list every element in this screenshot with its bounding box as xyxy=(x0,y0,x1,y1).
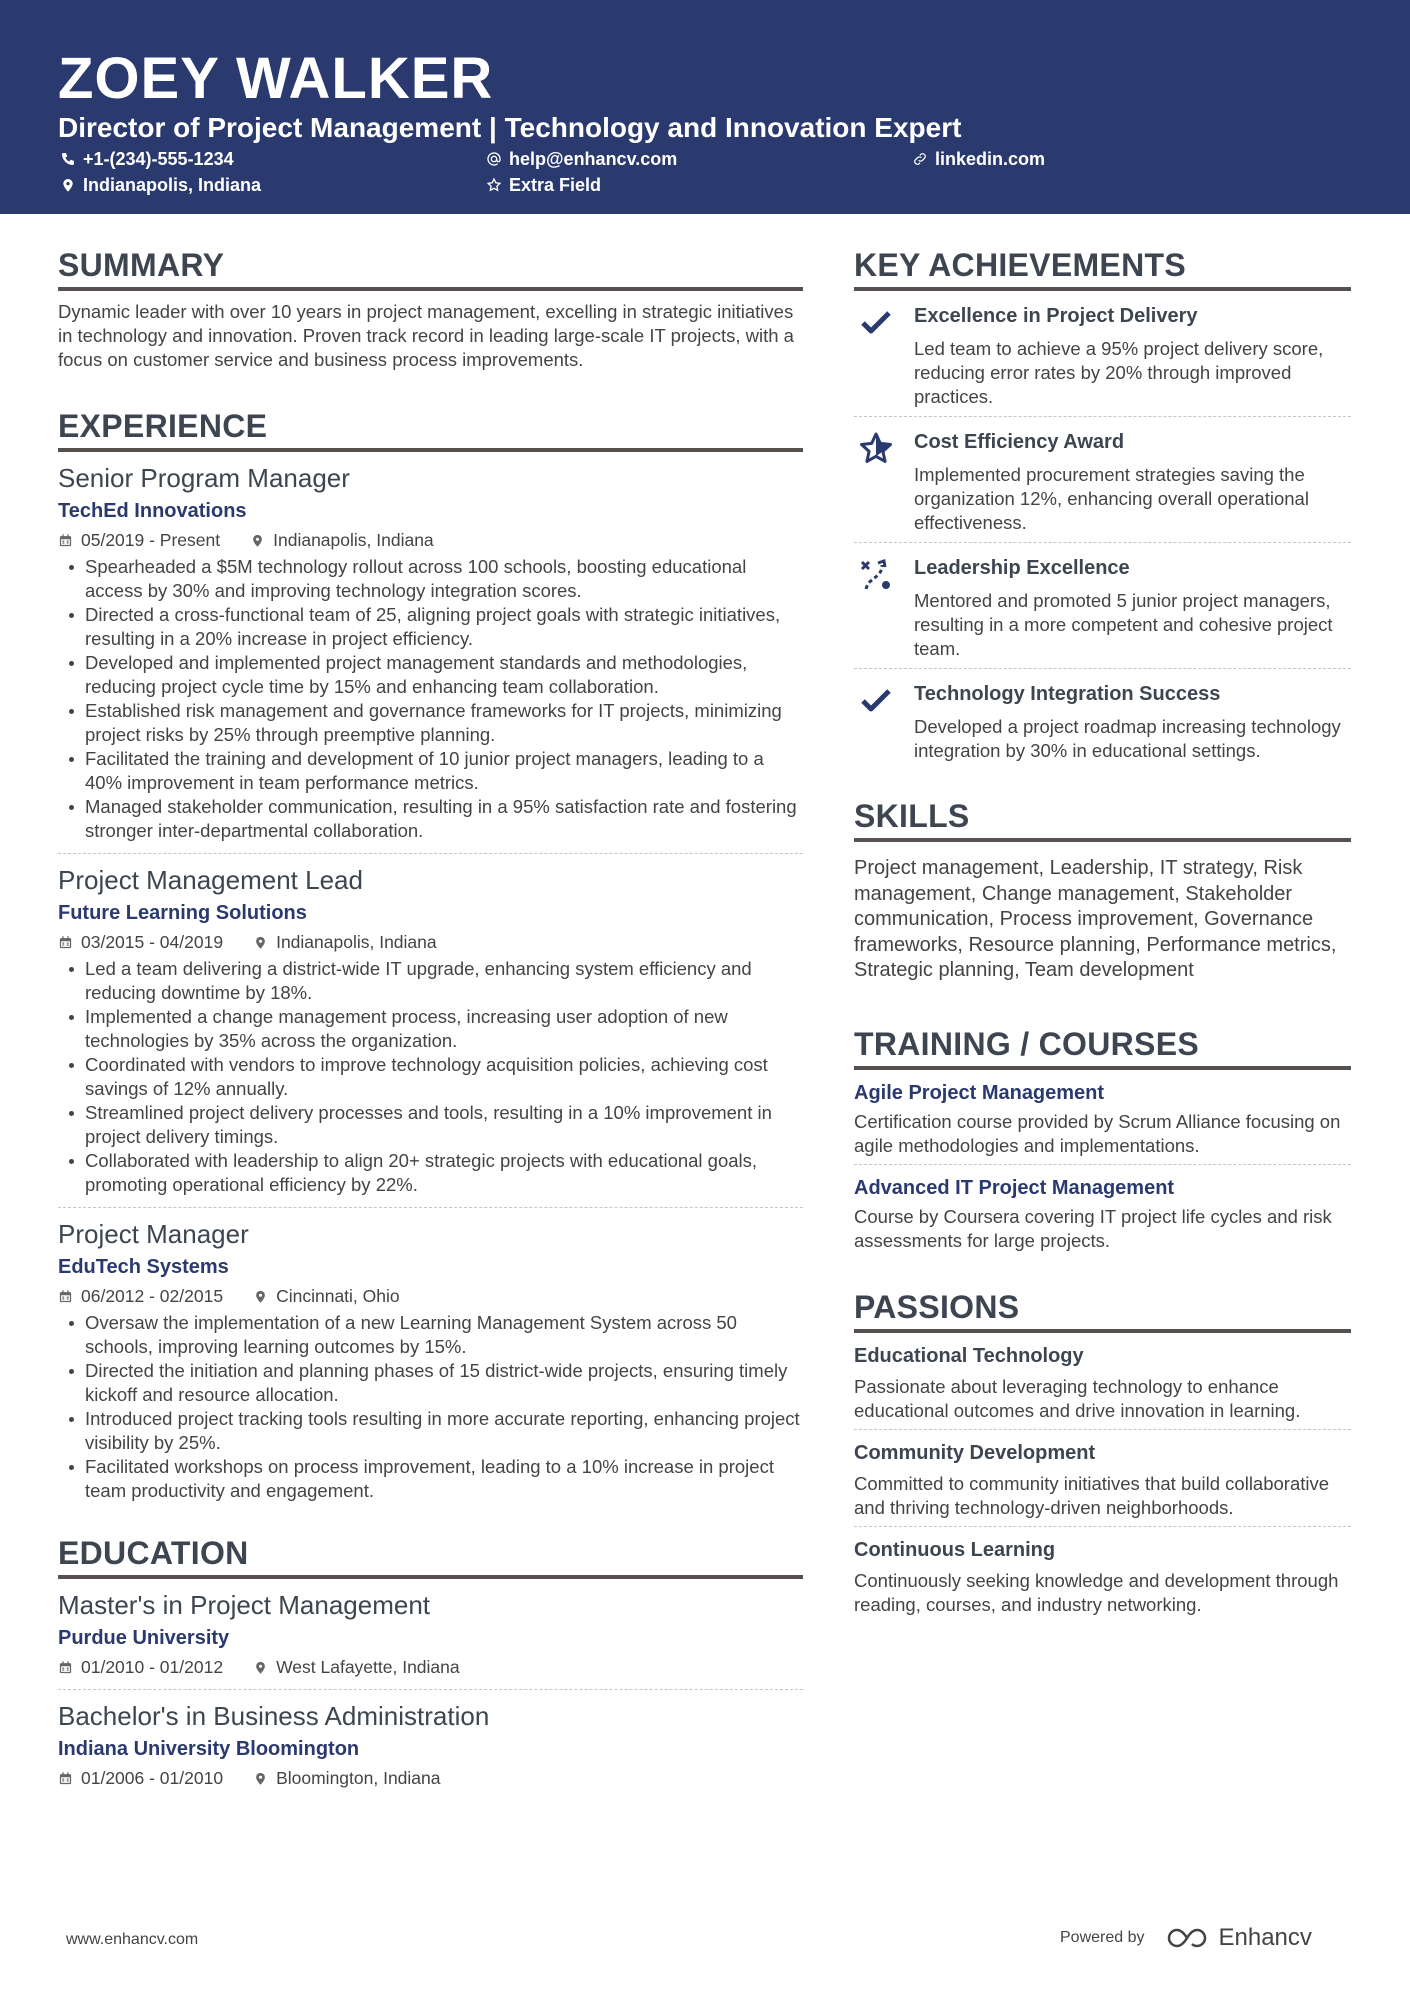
bullet-item: Facilitated workshops on process improvement, leading to a 10% increase in project team productivity and engagement. xyxy=(58,1455,803,1503)
passion-title: Continuous Learning xyxy=(854,1538,1056,1561)
course-item xyxy=(854,1165,1351,1259)
job-location xyxy=(253,930,437,954)
job-dates: 03/2015 - 04/2019 xyxy=(81,932,224,952)
calendar-icon xyxy=(58,533,73,548)
link-icon xyxy=(912,151,928,167)
achievements-heading: KEY ACHIEVEMENTS xyxy=(854,245,1351,291)
achievement-desc: Implemented procurement strategies saving the organization 12%, enhancing overall operational effectiveness. xyxy=(914,464,1309,533)
bullet-item: Collaborated with leadership to align 20+ strategic projects with educational goals, promoting operational efficiency by 22%. xyxy=(58,1149,803,1197)
strategy-icon xyxy=(858,557,894,593)
email-text: help@enhancv.com xyxy=(509,149,678,169)
brand-logo xyxy=(1167,1924,1312,1952)
summary-heading: SUMMARY xyxy=(58,245,803,291)
education-heading: EDUCATION xyxy=(58,1533,803,1579)
bullet-item: Spearheaded a $5M technology rollout across 100 schools, boosting educational access by 30% and improving technology integration scores. xyxy=(58,555,803,603)
job-location-text: Indianapolis, Indiana xyxy=(276,932,437,952)
passion-desc: Committed to community initiatives that build collaborative and thriving technology-driven neighborhoods. xyxy=(854,1472,1330,1518)
job-meta xyxy=(58,930,803,954)
education-location xyxy=(253,1655,460,1679)
location-pin-icon xyxy=(253,1660,268,1675)
achievement-title: Technology Integration Success xyxy=(914,683,1221,705)
experience-entry xyxy=(58,854,803,1208)
job-dates: 05/2019 - Present xyxy=(81,530,221,550)
experience-heading: EXPERIENCE xyxy=(58,406,803,452)
linkedin-text: linkedin.com xyxy=(935,149,1046,169)
checkmark-icon xyxy=(858,683,894,719)
training-heading: TRAINING / COURSES xyxy=(854,1024,1351,1070)
location-pin-icon xyxy=(250,533,265,548)
degree-title: Bachelor's in Business Administration xyxy=(58,1701,490,1731)
bullet-item: Streamlined project delivery processes and tools, resulting in a 10% improvement in project delivery timings. xyxy=(58,1101,803,1149)
job-title: Senior Program Manager xyxy=(58,463,350,493)
achievement-desc: Led team to achieve a 95% project delivery score, reducing error rates by 20% through improved practices. xyxy=(914,338,1324,407)
education-location xyxy=(253,1766,440,1790)
phone-text: +1-(234)-555-1234 xyxy=(83,149,234,169)
passions-heading: PASSIONS xyxy=(854,1287,1351,1333)
contact-email[interactable] xyxy=(486,147,677,171)
contact-phone[interactable] xyxy=(60,147,234,171)
achievement-item xyxy=(854,417,1351,543)
experience-entry xyxy=(58,1208,803,1513)
calendar-icon xyxy=(58,1771,73,1786)
enhancv-logo-icon xyxy=(1167,1926,1213,1950)
achievement-item xyxy=(854,291,1351,417)
passion-desc: Passionate about leveraging technology to enhance educational outcomes and drive innovation in learning. xyxy=(854,1375,1301,1421)
bullet-item: Implemented a change management process, increasing user adoption of new technologies by 35% across the organization. xyxy=(58,1005,803,1053)
job-location xyxy=(250,528,434,552)
checkmark-icon xyxy=(858,305,894,341)
job-dates: 06/2012 - 02/2015 xyxy=(81,1286,224,1306)
bullet-item: Introduced project tracking tools resulting in more accurate reporting, enhancing project visibility by 25%. xyxy=(58,1407,803,1455)
passion-item xyxy=(854,1430,1351,1527)
passion-desc: Continuously seeking knowledge and development through reading, courses, and industry networking. xyxy=(854,1569,1339,1615)
star-icon xyxy=(858,431,894,467)
candidate-title: Director of Project Management | Technology and Innovation Expert xyxy=(58,112,962,143)
bullet-item: Coordinated with vendors to improve technology acquisition policies, achieving cost savings of 12% annually. xyxy=(58,1053,803,1101)
education-entry xyxy=(58,1579,803,1690)
bullet-item: Developed and implemented project management standards and methodologies, reducing project cycle time by 15% and enhancing team collaboration. xyxy=(58,651,803,699)
job-location-text: Cincinnati, Ohio xyxy=(276,1286,400,1306)
job-meta xyxy=(58,528,803,552)
contact-extra xyxy=(486,173,601,197)
skills-text: Project management, Leadership, IT strategy, Risk management, Change management, Stakeholder communication, Process improvement, Governance frameworks, Resource planning, Performance metrics, Strategic planning, Team development xyxy=(854,857,1337,981)
skills-heading: SKILLS xyxy=(854,796,1351,842)
resume-header xyxy=(0,0,1410,214)
job-location xyxy=(253,1284,400,1308)
company-name: EduTech Systems xyxy=(58,1256,229,1278)
calendar-icon xyxy=(58,935,73,950)
job-title: Project Management Lead xyxy=(58,865,363,895)
experience-entry xyxy=(58,452,803,854)
powered-by-text: Powered by xyxy=(1060,1929,1145,1946)
job-bullets xyxy=(58,555,803,843)
passion-item xyxy=(854,1333,1351,1430)
candidate-name: ZOEY WALKER xyxy=(58,46,494,111)
bullet-item: Established risk management and governance frameworks for IT projects, minimizing project risks by 25% through preemptive planning. xyxy=(58,699,803,747)
education-entry xyxy=(58,1690,803,1800)
at-icon xyxy=(486,151,502,167)
course-title: Agile Project Management xyxy=(854,1081,1105,1104)
job-title: Project Manager xyxy=(58,1219,249,1249)
achievement-item xyxy=(854,543,1351,669)
bullet-item: Directed a cross-functional team of 25, aligning project goals with strategic initiatives, resulting in a 20% increase in project efficiency. xyxy=(58,603,803,651)
education-dates: 01/2006 - 01/2010 xyxy=(81,1768,224,1788)
education-meta xyxy=(58,1766,803,1790)
job-meta xyxy=(58,1284,803,1308)
contact-location xyxy=(60,173,261,197)
location-text: Indianapolis, Indiana xyxy=(83,175,262,195)
achievement-desc: Developed a project roadmap increasing technology integration by 30% in educational settings. xyxy=(914,716,1341,761)
bullet-item: Led a team delivering a district-wide IT upgrade, enhancing system efficiency and reducing downtime by 18%. xyxy=(58,957,803,1005)
education-location-text: Bloomington, Indiana xyxy=(276,1768,441,1788)
achievement-title: Cost Efficiency Award xyxy=(914,431,1125,453)
course-item xyxy=(854,1070,1351,1165)
brand-name: Enhancv xyxy=(1218,1924,1312,1951)
calendar-icon xyxy=(58,1660,73,1675)
job-bullets xyxy=(58,1311,803,1503)
achievement-desc: Mentored and promoted 5 junior project managers, resulting in a more competent and cohesive project team. xyxy=(914,590,1333,659)
course-title: Advanced IT Project Management xyxy=(854,1176,1175,1199)
left-column xyxy=(58,245,803,1800)
job-bullets xyxy=(58,957,803,1197)
extra-text: Extra Field xyxy=(509,175,602,195)
achievement-title: Leadership Excellence xyxy=(914,557,1130,579)
passion-title: Educational Technology xyxy=(854,1344,1084,1367)
location-pin-icon xyxy=(253,1289,268,1304)
education-dates: 01/2010 - 01/2012 xyxy=(81,1657,224,1677)
bullet-item: Facilitated the training and development of 10 junior project managers, leading to a 40% improvement in team performance metrics. xyxy=(58,747,803,795)
contact-linkedin[interactable] xyxy=(912,147,1045,171)
course-desc: Certification course provided by Scrum Alliance focusing on agile methodologies and implementations. xyxy=(854,1110,1341,1156)
bullet-item: Directed the initiation and planning phases of 15 district-wide projects, ensuring timely kickoff and resource allocation. xyxy=(58,1359,803,1407)
right-column xyxy=(854,245,1351,1623)
summary-text: Dynamic leader with over 10 years in project management, excelling in strategic initiatives in technology and innovation. Proven track record in leading large-scale IT projects, with a focus on customer service and business process improvements. xyxy=(58,301,794,370)
footer-branding[interactable] xyxy=(1060,1924,1312,1952)
education-location-text: West Lafayette, Indiana xyxy=(276,1657,460,1677)
achievement-item xyxy=(854,669,1351,770)
location-pin-icon xyxy=(60,177,76,193)
location-pin-icon xyxy=(253,935,268,950)
passion-title: Community Development xyxy=(854,1441,1096,1464)
star-outline-icon xyxy=(486,177,502,193)
course-desc: Course by Coursera covering IT project life cycles and risk assessments for large projects. xyxy=(854,1205,1332,1251)
location-pin-icon xyxy=(253,1771,268,1786)
company-name: TechEd Innovations xyxy=(58,500,247,522)
passion-item xyxy=(854,1527,1351,1623)
footer-website[interactable]: www.enhancv.com xyxy=(66,1931,199,1948)
achievement-title: Excellence in Project Delivery xyxy=(914,305,1198,327)
job-location-text: Indianapolis, Indiana xyxy=(273,530,434,550)
bullet-item: Managed stakeholder communication, resulting in a 95% satisfaction rate and fostering stronger inter-departmental collaboration. xyxy=(58,795,803,843)
school-name: Indiana University Bloomington xyxy=(58,1738,360,1760)
education-meta xyxy=(58,1655,803,1679)
company-name: Future Learning Solutions xyxy=(58,902,307,924)
bullet-item: Oversaw the implementation of a new Learning Management System across 50 schools, improving learning outcomes by 15%. xyxy=(58,1311,803,1359)
degree-title: Master's in Project Management xyxy=(58,1590,431,1620)
phone-icon xyxy=(60,151,76,167)
calendar-icon xyxy=(58,1289,73,1304)
school-name: Purdue University xyxy=(58,1627,230,1649)
